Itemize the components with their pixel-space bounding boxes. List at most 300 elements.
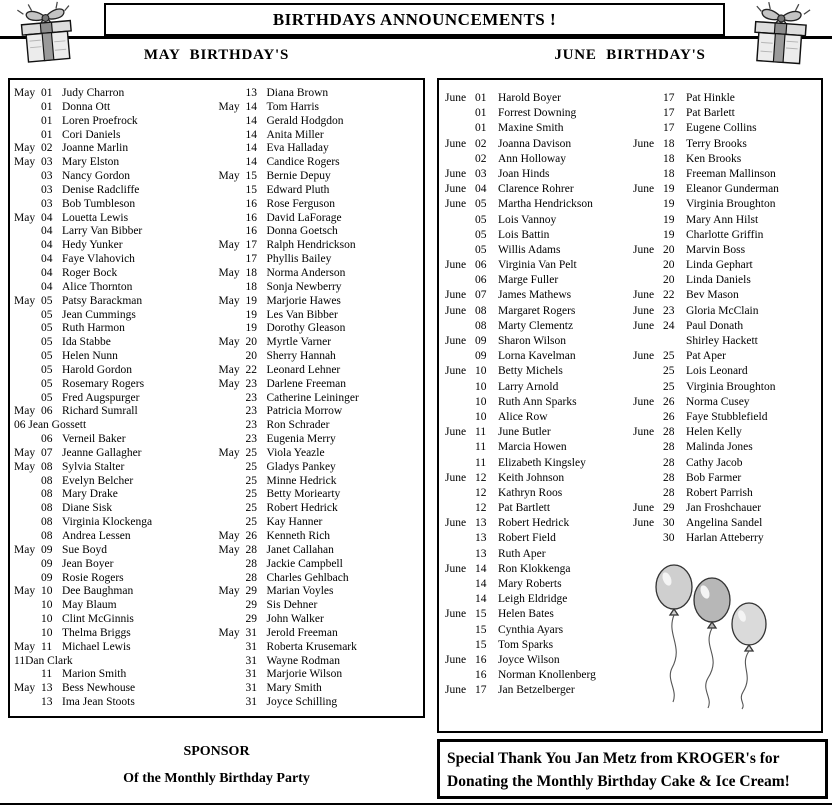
month-label: May [14, 585, 36, 598]
person-name: Les Van Bibber [266, 308, 338, 321]
day-label: 15 [475, 608, 487, 621]
person-name: Sis Dehner [266, 599, 318, 612]
day-label: 28 [663, 486, 675, 499]
day-label: 26 [245, 530, 257, 542]
person-name: Keith Johnson [498, 471, 565, 484]
person-name: Dee Baughman [62, 585, 134, 598]
birthday-row [219, 336, 424, 350]
day-label: 08 [41, 530, 53, 542]
birthday-row [14, 364, 219, 378]
person-name: Angelina Sandel [686, 517, 763, 530]
birthday-row [14, 239, 219, 253]
birthday-row [445, 106, 633, 121]
birthday-row [445, 547, 633, 562]
birthday-row [14, 668, 219, 682]
day-label: 28 [663, 426, 675, 439]
day-label: 08 [475, 304, 487, 317]
birthday-row [14, 641, 219, 655]
birthday-row [633, 121, 821, 136]
person-name: Linda Gephart [686, 259, 753, 272]
person-name: Dorothy Gleason [266, 322, 346, 335]
person-name: Paul Donath [686, 319, 744, 332]
month-label: June [445, 92, 467, 104]
birthday-row [219, 502, 424, 516]
person-name: Virginia Broughton [686, 198, 776, 211]
birthday-row [445, 364, 633, 379]
person-name: June Butler [498, 426, 551, 439]
birthday-row [14, 585, 219, 599]
day-label: 13 [475, 517, 487, 530]
month-label: June [445, 289, 467, 302]
person-name: Margaret Rogers [498, 304, 576, 317]
person-name: Robert Hedrick [266, 502, 338, 515]
day-label: 16 [475, 653, 487, 666]
birthday-row [445, 486, 633, 501]
day-label: 23 [245, 433, 257, 446]
day-label: 05 [475, 228, 487, 241]
title-box [104, 3, 725, 36]
month-label: June [445, 304, 467, 317]
month-label: June [633, 319, 655, 332]
birthday-row [219, 225, 424, 239]
person-name: Pat Aper [686, 350, 726, 363]
month-label: June [445, 471, 467, 484]
month-label: June [445, 167, 467, 180]
birthday-row [445, 228, 633, 243]
birthday-row [14, 530, 219, 544]
birthday-row [219, 392, 424, 406]
person-name: Virginia Van Pelt [498, 259, 577, 272]
month-label: June [633, 350, 655, 363]
day-label: 08 [41, 460, 53, 473]
birthday-row [633, 380, 821, 395]
month-label: May [14, 87, 36, 99]
person-name: Harold Boyer [498, 92, 561, 104]
birthday-row [445, 456, 633, 471]
person-name: Marjorie Wilson [266, 668, 343, 681]
day-label: 25 [663, 365, 675, 378]
person-name: Joanna Davison [498, 137, 572, 150]
month-label: May [218, 336, 240, 349]
day-label: 31 [245, 654, 257, 667]
person-name: Clint McGinnis [62, 613, 134, 626]
day-label: 05 [41, 363, 53, 376]
birthday-row [219, 170, 424, 184]
month-label: May [14, 682, 36, 695]
day-label: 06 [475, 274, 487, 287]
birthday-row [14, 336, 219, 350]
person-name: Lois Leonard [686, 365, 748, 378]
day-label: 18 [245, 280, 257, 293]
month-label: May [218, 294, 240, 307]
person-name: Ron Schrader [266, 419, 330, 432]
birthday-row [633, 501, 821, 516]
birthday-row [445, 152, 633, 167]
person-name: Helen Bates [498, 608, 554, 621]
birthday-row [633, 334, 821, 349]
day-label: 28 [245, 543, 257, 556]
birthday-row [14, 101, 219, 115]
day-label: 29 [245, 585, 257, 598]
day-label: 26 [663, 410, 675, 423]
month-label: June [633, 517, 655, 530]
day-label: 25 [663, 380, 675, 393]
birthday-row [445, 197, 633, 212]
day-label: 25 [245, 502, 257, 515]
birthday-row [14, 419, 219, 433]
day-label: 09 [475, 350, 487, 363]
birthday-row [445, 304, 633, 319]
person-name: Kathryn Roos [498, 486, 563, 499]
birthday-row [633, 106, 821, 121]
birthday-row [445, 577, 633, 592]
month-label: May [14, 640, 36, 653]
person-name: Faye Stubblefield [686, 410, 768, 423]
day-label: 12 [475, 502, 487, 515]
day-label: 14 [245, 142, 257, 155]
day-label: 05 [41, 377, 53, 390]
day-label: 31 [245, 668, 257, 681]
day-label: 23 [663, 304, 675, 317]
person-name: Virginia Klockenga [62, 516, 153, 529]
person-name: Larry Arnold [498, 380, 559, 393]
birthday-row [14, 516, 219, 530]
sponsor-subtitle: Of the Monthly Birthday Party [123, 771, 310, 786]
day-label: 03 [41, 183, 53, 196]
person-name: Robert Parrish [686, 486, 753, 499]
person-name: Sue Boyd [62, 543, 108, 556]
day-label: 05 [475, 213, 487, 226]
birthday-row [445, 501, 633, 516]
birthday-row [633, 273, 821, 288]
birthday-row [445, 440, 633, 455]
person-name: Ken Brooks [686, 152, 742, 165]
day-label: 03 [41, 197, 53, 210]
birthday-row [445, 592, 633, 607]
day-label: 08 [475, 319, 487, 332]
birthday-row [14, 253, 219, 267]
day-label: 10 [475, 395, 487, 408]
person-name: Sonja Newberry [266, 280, 342, 293]
birthday-row [445, 319, 633, 334]
person-name: Bob Farmer [686, 471, 742, 484]
person-name: Norman Knollenberg [498, 669, 596, 682]
person-name: Harlan Atteberry [686, 532, 764, 545]
month-label: May [218, 377, 240, 390]
day-label: 10 [41, 626, 53, 639]
day-label: 17 [245, 253, 257, 266]
may-list-box [8, 78, 425, 718]
june-heading: JUNE BIRTHDAY'S [554, 47, 706, 63]
person-name: Patsy Barackman [62, 294, 143, 307]
month-label: June [633, 304, 655, 317]
birthday-row [14, 488, 219, 502]
birthday-row [219, 627, 424, 641]
person-name: Louetta Lewis [62, 211, 129, 224]
day-label: 18 [245, 266, 257, 279]
person-name: Jean Cummings [62, 308, 136, 321]
month-label: June [445, 335, 467, 347]
day-label: 09 [41, 557, 53, 570]
month-label: May [218, 543, 240, 556]
day-label: 15 [475, 623, 487, 636]
thank-you-line-1: Special Thank You Jan Metz from KROGER's for [447, 750, 780, 767]
day-label: 07 [475, 289, 487, 302]
day-label: 04 [41, 253, 53, 266]
birthday-row [219, 461, 424, 475]
person-name: Marge Fuller [498, 274, 559, 287]
person-name: Eugene Collins [686, 122, 757, 135]
birthday-row [219, 558, 424, 572]
day-label: 14 [475, 578, 487, 590]
person-name: Harold Gordon [62, 363, 132, 376]
day-label: 10 [475, 410, 487, 423]
day-label: 05 [475, 243, 487, 256]
day-label: 19 [245, 308, 257, 321]
birthday-row [219, 655, 424, 669]
day-label: 29 [245, 613, 257, 626]
birthday-row [445, 380, 633, 395]
birthday-row [219, 682, 424, 696]
month-label: June [633, 183, 655, 196]
person-name: Cori Daniels [62, 128, 121, 141]
day-label: 07 [41, 446, 53, 459]
birthday-row [219, 433, 424, 447]
birthday-row [445, 258, 633, 273]
month-label: May [218, 626, 240, 639]
birthday-row [219, 364, 424, 378]
day-label: 11 [475, 456, 487, 469]
month-label: May [218, 585, 240, 598]
birthday-row [219, 405, 424, 419]
day-label: 17 [245, 239, 257, 252]
birthday-row [445, 623, 633, 638]
person-name: Ida Stabbe [62, 336, 111, 349]
day-label: 29 [245, 599, 257, 612]
birthday-row [633, 182, 821, 197]
day-label: 02 [41, 142, 53, 155]
day-label: 06 [475, 259, 487, 272]
person-name: Hedy Yunker [62, 239, 123, 252]
birthday-row [14, 225, 219, 239]
birthday-row [445, 668, 633, 683]
person-name: Jan Betzelberger [498, 684, 575, 697]
person-name: Norma Anderson [266, 266, 346, 279]
birthday-row [14, 281, 219, 295]
day-label: 25 [245, 460, 257, 473]
day-label: 31 [245, 682, 257, 695]
birthday-row [14, 295, 219, 309]
footer-rule [0, 803, 832, 805]
day-label: 16 [245, 225, 257, 238]
day-label: 13 [475, 532, 487, 545]
day-label: 09 [41, 571, 53, 584]
day-label: 08 [41, 516, 53, 529]
person-name: Nancy Gordon [62, 170, 131, 183]
birthday-row [14, 212, 219, 226]
birthday-row [14, 502, 219, 516]
month-label: June [445, 562, 467, 575]
person-name: Eleanor Gunderman [686, 183, 779, 196]
birthday-row [633, 213, 821, 228]
person-name: Evelyn Belcher [62, 474, 134, 487]
month-label: May [218, 363, 240, 376]
birthday-row [219, 516, 424, 530]
person-name: Fred Augspurger [62, 391, 140, 404]
day-label: 18 [663, 137, 675, 150]
person-name: Virginia Broughton [686, 380, 776, 393]
person-name: May Blaum [62, 599, 117, 612]
person-name: Denise Radcliffe [62, 183, 140, 196]
page-title: BIRTHDAYS ANNOUNCEMENTS ! [272, 9, 557, 29]
birthday-row [445, 137, 633, 152]
birthday-row [219, 599, 424, 613]
birthday-row [219, 212, 424, 226]
birthday-row [219, 613, 424, 627]
day-label: 31 [245, 626, 257, 639]
birthday-row [633, 486, 821, 501]
day-label: 18 [663, 152, 675, 165]
day-label: 05 [475, 198, 487, 211]
birthday-row [445, 425, 633, 440]
birthday-row [445, 471, 633, 486]
day-label: 01 [41, 100, 53, 113]
sponsor-note [8, 744, 425, 787]
day-label: 10 [41, 585, 53, 598]
birthday-row [633, 516, 821, 531]
month-label: June [445, 684, 467, 697]
month-label: June [445, 517, 467, 530]
day-label: 20 [663, 243, 675, 256]
birthday-row [633, 167, 821, 182]
month-label: May [218, 239, 240, 252]
person-name: Ralph Hendrickson [266, 239, 356, 252]
birthday-row [219, 530, 424, 544]
day-label: 29 [663, 502, 675, 515]
birthday-row [219, 322, 424, 336]
birthday-row [14, 613, 219, 627]
person-name: Tom Sparks [498, 638, 554, 651]
person-name: Bernie Depuy [266, 170, 331, 183]
day-label: 23 [245, 377, 257, 390]
person-name: David LaForage [266, 211, 342, 224]
day-label: 25 [663, 350, 675, 363]
day-label: 03 [475, 167, 487, 180]
day-label: 22 [663, 289, 675, 302]
person-name: Gerald Hodgdon [266, 114, 344, 127]
birthday-row [445, 607, 633, 622]
day-label: 11 [475, 441, 487, 454]
birthday-row [633, 395, 821, 410]
birthday-row [219, 572, 424, 586]
birthday-row [14, 198, 219, 212]
day-label: 13 [245, 87, 257, 99]
person-name: Alice Row [498, 410, 548, 423]
person-name: Myrtle Varner [266, 336, 332, 349]
day-label: 05 [41, 294, 53, 307]
birthday-row [14, 309, 219, 323]
person-name: Diane Sisk [62, 502, 113, 515]
person-name: Lorna Kavelman [498, 350, 576, 363]
day-label: 01 [475, 92, 487, 104]
birthday-row [445, 182, 633, 197]
day-label: 14 [475, 562, 487, 575]
thank-you-line-2: Donating the Monthly Birthday Cake & Ice Cream! [447, 773, 790, 790]
month-label: June [445, 183, 467, 196]
person-name: Linda Daniels [686, 274, 751, 287]
day-label: 17 [475, 684, 487, 697]
birthday-row [219, 585, 424, 599]
person-name: Sylvia Stalter [62, 460, 125, 473]
birthday-row [219, 129, 424, 143]
may-column-1 [14, 87, 219, 710]
thank-you-box [437, 739, 828, 799]
person-name: Darlene Freeman [266, 377, 347, 390]
may-heading: MAY BIRTHDAY'S [143, 47, 290, 63]
month-label: June [445, 365, 467, 378]
birthday-row [14, 627, 219, 641]
day-label: 14 [245, 128, 257, 141]
month-label: 06 Jean Gossett [14, 419, 87, 432]
day-label: 16 [475, 669, 487, 682]
person-name: Jan Froshchauer [686, 502, 762, 515]
birthday-row [445, 243, 633, 258]
person-name: Candice Rogers [266, 156, 340, 169]
person-name: Rosie Rogers [62, 571, 124, 584]
birthday-row [633, 288, 821, 303]
person-name: Pat Barlett [686, 107, 735, 120]
day-label: 03 [41, 156, 53, 169]
person-name: Tom Harris [266, 100, 320, 113]
month-label: May [218, 530, 240, 542]
person-name: Alice Thornton [62, 280, 133, 293]
month-label: May [218, 266, 240, 279]
birthday-row [633, 410, 821, 425]
day-label: 16 [245, 211, 257, 224]
person-name: Charles Gehlbach [266, 571, 349, 584]
person-name: Thelma Briggs [62, 626, 131, 639]
birthday-row [219, 87, 424, 101]
sponsor-title: SPONSOR [183, 744, 250, 759]
birthday-row [14, 544, 219, 558]
june-column-1 [445, 91, 633, 699]
day-label: 23 [245, 405, 257, 418]
day-label: 08 [41, 488, 53, 501]
person-name: Eva Halladay [266, 142, 329, 155]
person-name: Forrest Downing [498, 107, 577, 120]
person-name: Sharon Wilson [498, 335, 567, 347]
birthday-row [14, 599, 219, 613]
person-name: Elizabeth Kingsley [498, 456, 586, 469]
day-label: 05 [41, 391, 53, 404]
person-name: Mary Smith [266, 682, 322, 695]
day-label: 28 [245, 557, 257, 570]
birthday-row [219, 309, 424, 323]
birthday-row [219, 156, 424, 170]
day-label: 14 [245, 100, 257, 113]
person-name: Lois Vannoy [498, 213, 557, 226]
day-label: 10 [41, 599, 53, 612]
birthday-row [445, 121, 633, 136]
birthday-row [219, 696, 424, 710]
person-name: Marcia Howen [498, 441, 567, 454]
birthday-row [14, 322, 219, 336]
month-label: June [633, 426, 655, 439]
day-label: 04 [475, 183, 487, 196]
birthday-row [219, 239, 424, 253]
person-name: Marty Clementz [498, 319, 574, 332]
month-label: May [14, 211, 36, 224]
